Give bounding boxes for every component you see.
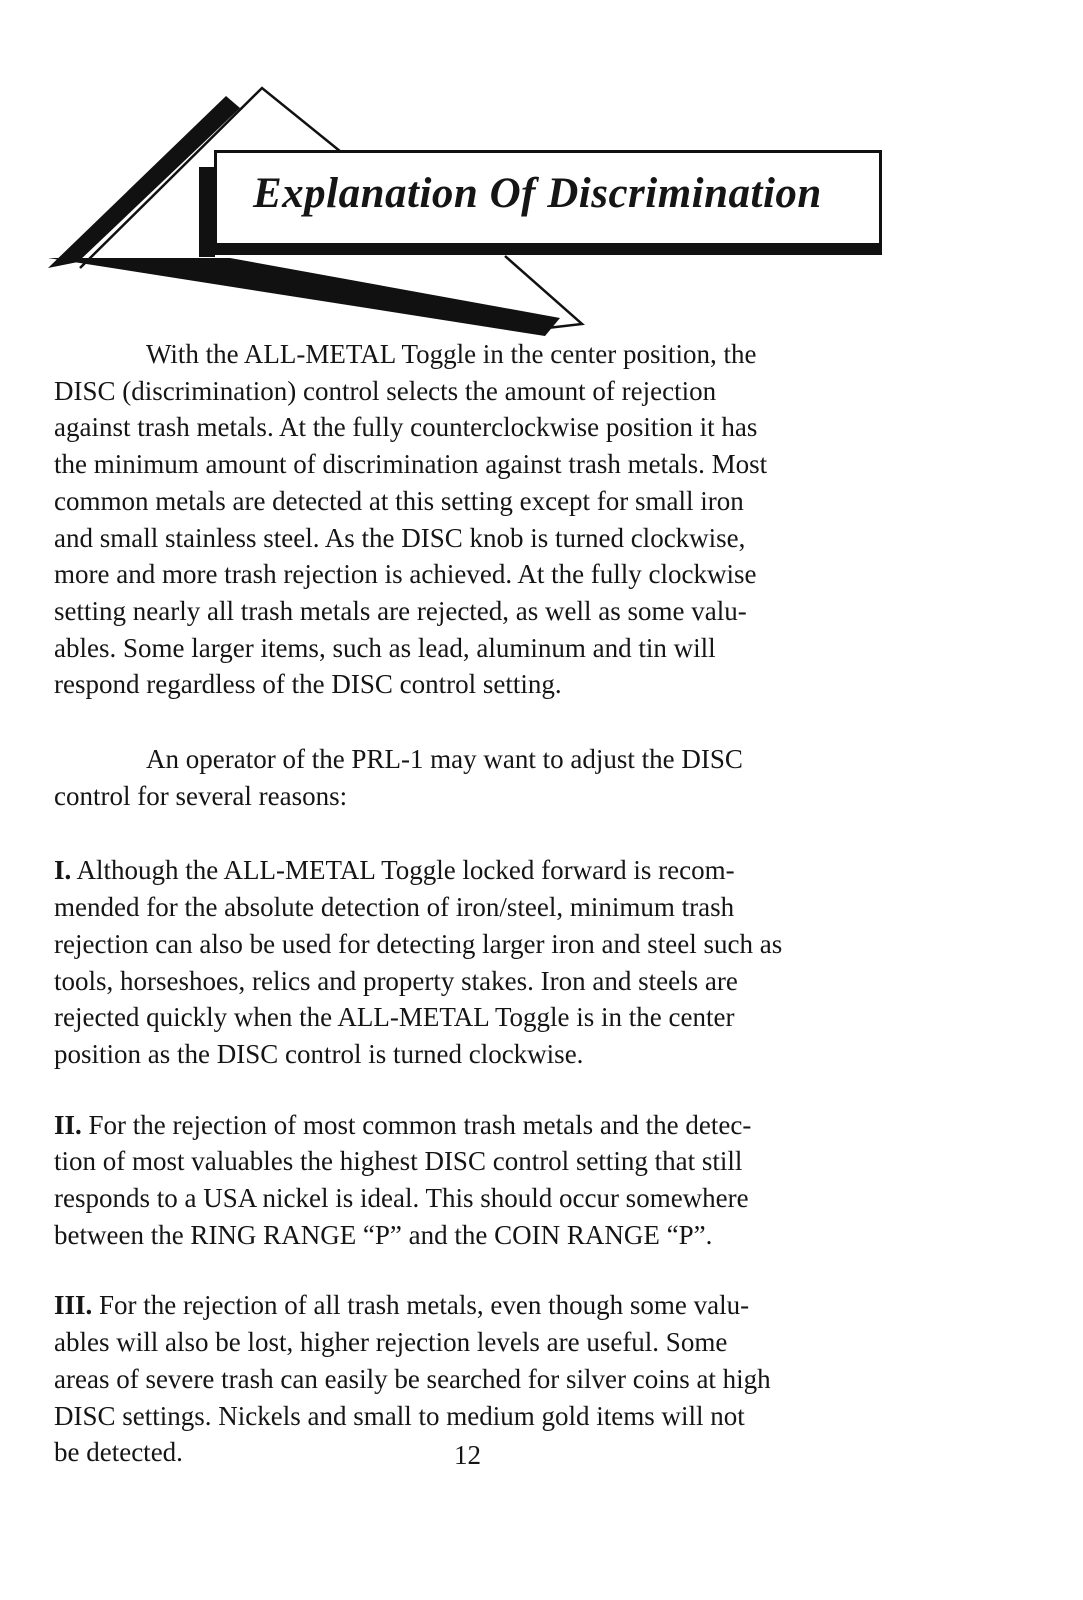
list-number: III. — [54, 1290, 93, 1321]
title-box — [214, 150, 882, 246]
list-item-text: Although the ALL-METAL Toggle locked forward is recom- mended for the absolute detection of iron/steel, minimum trash rejection can also be used for detecting larger iron and steel such as tools, horseshoes, relics and property stakes. Iron and steels are rejected quickly when the ALL-METAL Toggle is in the center position as the DISC control is turned clockwise. — [54, 855, 783, 1069]
list-item-2 — [54, 1107, 914, 1254]
list-item-3 — [54, 1287, 914, 1471]
list-item-text: For the rejection of all trash metals, even though some valu- ables will also be lost, higher rejection levels are useful. Some areas of severe trash can easily be searched for silver coins at high DISC settings. Nickels and small to medium gold items will not be detected. — [54, 1290, 771, 1468]
intro-paragraph: With the ALL-METAL Toggle in the center position, the DISC (discrimination) control selects the amount of rejection against trash metals. At the fully counterclockwise position it has the minimum amount of discrimination against trash metals. Most common metals are detected at this setting except for small iron and small stainless steel. As the DISC knob is turned clockwise, more and more trash rejection is achieved. At the fully clockwise setting nearly all trash metals are rejected, as well as some valu- ables. Some larger items, such as lead, aluminum and tin will respond regardless of the DISC control setting. — [54, 339, 768, 700]
list-number: I. — [54, 855, 72, 886]
reasons-paragraph: An operator of the PRL-1 may want to adjust the DISC control for several reasons: — [54, 744, 743, 811]
page-number: 12 — [454, 1440, 481, 1470]
list-number: II. — [54, 1109, 82, 1140]
list-item-1 — [54, 852, 914, 1072]
title-banner — [0, 0, 1083, 360]
list-item-text: For the rejection of most common trash metals and the detec- tion of most valuables the highest DISC control setting that still responds to a USA nickel is ideal. This should occur somewhere between the RING RANGE “P” and the COIN RANGE “P”. — [54, 1109, 752, 1250]
body-text — [54, 336, 914, 1471]
lower-arrow-wedge — [48, 258, 560, 336]
page-title: Explanation Of Discrimination — [253, 170, 822, 217]
